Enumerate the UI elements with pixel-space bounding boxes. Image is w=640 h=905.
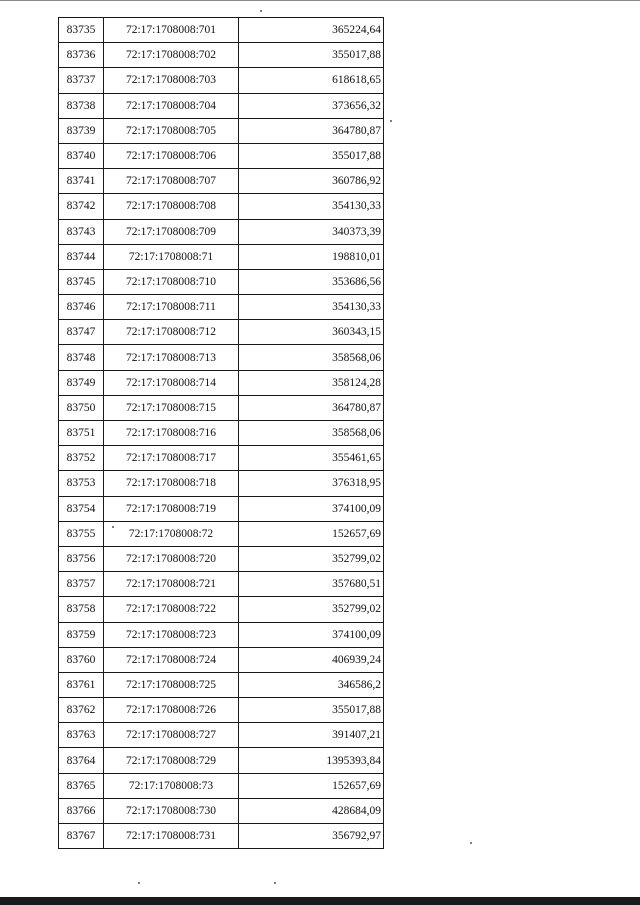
cadastral-number-cell: 72:17:1708008:704	[104, 93, 239, 118]
table-row	[59, 647, 384, 672]
cadastral-number-cell: 72:17:1708008:703	[104, 68, 239, 93]
row-number-cell: 83753	[59, 471, 104, 496]
row-number-cell: 83765	[59, 773, 104, 798]
table-row	[59, 194, 384, 219]
cadastral-number-cell: 72:17:1708008:715	[104, 395, 239, 420]
cadastral-value-cell: 354130,33	[239, 194, 384, 219]
cadastral-number-cell: 72:17:1708008:716	[104, 421, 239, 446]
row-number-cell: 83737	[59, 68, 104, 93]
table-row	[59, 446, 384, 471]
cadastral-number-cell: 72:17:1708008:701	[104, 18, 239, 43]
row-number-cell: 83749	[59, 370, 104, 395]
table-row	[59, 370, 384, 395]
scan-speck	[260, 10, 262, 12]
cadastral-number-cell: 72:17:1708008:707	[104, 169, 239, 194]
cadastral-value-cell: 373656,32	[239, 93, 384, 118]
table-row	[59, 773, 384, 798]
cadastral-value-cell: 340373,39	[239, 219, 384, 244]
row-number-cell: 83741	[59, 169, 104, 194]
cadastral-number-cell: 72:17:1708008:706	[104, 143, 239, 168]
row-number-cell: 83767	[59, 824, 104, 849]
scan-speck	[274, 882, 276, 884]
row-number-cell: 83756	[59, 546, 104, 571]
cadastral-value-cell: 352799,02	[239, 546, 384, 571]
cadastral-value-cell: 152657,69	[239, 773, 384, 798]
cadastral-number-cell: 72:17:1708008:731	[104, 824, 239, 849]
table-row	[59, 672, 384, 697]
row-number-cell: 83748	[59, 345, 104, 370]
cadastral-value-cell: 355017,88	[239, 698, 384, 723]
cadastral-value-cell: 374100,09	[239, 622, 384, 647]
table-row	[59, 798, 384, 823]
row-number-cell: 83744	[59, 244, 104, 269]
cadastral-value-cell: 376318,95	[239, 471, 384, 496]
table-row	[59, 320, 384, 345]
cadastral-number-cell: 72:17:1708008:72	[104, 521, 239, 546]
cadastral-number-cell: 72:17:1708008:73	[104, 773, 239, 798]
scan-speck	[470, 842, 472, 844]
cadastral-number-cell: 72:17:1708008:718	[104, 471, 239, 496]
cadastral-value-cell: 358568,06	[239, 421, 384, 446]
top-edge-line	[0, 0, 640, 1]
table-row	[59, 244, 384, 269]
row-number-cell: 83751	[59, 421, 104, 446]
row-number-cell: 83739	[59, 118, 104, 143]
table-row	[59, 748, 384, 773]
row-number-cell: 83745	[59, 269, 104, 294]
cadastral-value-cell: 360786,92	[239, 169, 384, 194]
row-number-cell: 83742	[59, 194, 104, 219]
row-number-cell: 83754	[59, 496, 104, 521]
cadastral-number-cell: 72:17:1708008:724	[104, 647, 239, 672]
cadastral-value-cell: 406939,24	[239, 647, 384, 672]
cadastral-value-cell: 374100,09	[239, 496, 384, 521]
cadastral-value-cell: 354130,33	[239, 295, 384, 320]
table-row	[59, 521, 384, 546]
cadastral-value-cell: 356792,97	[239, 824, 384, 849]
table-row	[59, 471, 384, 496]
table-row	[59, 68, 384, 93]
row-number-cell: 83758	[59, 597, 104, 622]
cadastral-value-cell: 428684,09	[239, 798, 384, 823]
cadastral-value-cell: 353686,56	[239, 269, 384, 294]
cadastral-value-cell: 1395393,84	[239, 748, 384, 773]
row-number-cell: 83755	[59, 521, 104, 546]
cadastral-number-cell: 72:17:1708008:729	[104, 748, 239, 773]
cadastral-number-cell: 72:17:1708008:725	[104, 672, 239, 697]
cadastral-number-cell: 72:17:1708008:730	[104, 798, 239, 823]
cadastral-number-cell: 72:17:1708008:713	[104, 345, 239, 370]
row-number-cell: 83757	[59, 572, 104, 597]
row-number-cell: 83762	[59, 698, 104, 723]
row-number-cell: 83747	[59, 320, 104, 345]
cadastral-number-cell: 72:17:1708008:711	[104, 295, 239, 320]
table-row	[59, 295, 384, 320]
cadastral-number-cell: 72:17:1708008:726	[104, 698, 239, 723]
table-row	[59, 43, 384, 68]
row-number-cell: 83759	[59, 622, 104, 647]
row-number-cell: 83766	[59, 798, 104, 823]
cadastral-number-cell: 72:17:1708008:708	[104, 194, 239, 219]
scan-speck	[138, 882, 140, 884]
cadastral-value-table	[58, 17, 384, 849]
table-row	[59, 143, 384, 168]
table-row	[59, 622, 384, 647]
cadastral-value-cell: 358124,28	[239, 370, 384, 395]
row-number-cell: 83763	[59, 723, 104, 748]
table-row	[59, 572, 384, 597]
cadastral-number-cell: 72:17:1708008:722	[104, 597, 239, 622]
row-number-cell: 83743	[59, 219, 104, 244]
table-row	[59, 824, 384, 849]
cadastral-value-cell: 355017,88	[239, 43, 384, 68]
cadastral-value-cell: 152657,69	[239, 521, 384, 546]
row-number-cell: 83746	[59, 295, 104, 320]
cadastral-value-cell: 357680,51	[239, 572, 384, 597]
bottom-scan-edge	[0, 897, 640, 905]
table-row	[59, 698, 384, 723]
cadastral-number-cell: 72:17:1708008:702	[104, 43, 239, 68]
table-row	[59, 723, 384, 748]
table-body	[59, 18, 384, 849]
table-row	[59, 421, 384, 446]
table-row	[59, 93, 384, 118]
cadastral-number-cell: 72:17:1708008:709	[104, 219, 239, 244]
cadastral-value-cell: 355017,88	[239, 143, 384, 168]
table-row	[59, 269, 384, 294]
row-number-cell: 83740	[59, 143, 104, 168]
cadastral-value-cell: 346586,2	[239, 672, 384, 697]
row-number-cell: 83764	[59, 748, 104, 773]
table-row	[59, 18, 384, 43]
table-row	[59, 219, 384, 244]
cadastral-number-cell: 72:17:1708008:723	[104, 622, 239, 647]
table-row	[59, 118, 384, 143]
cadastral-value-cell: 365224,64	[239, 18, 384, 43]
cadastral-number-cell: 72:17:1708008:727	[104, 723, 239, 748]
row-number-cell: 83750	[59, 395, 104, 420]
cadastral-number-cell: 72:17:1708008:714	[104, 370, 239, 395]
table-row	[59, 597, 384, 622]
row-number-cell: 83736	[59, 43, 104, 68]
row-number-cell: 83760	[59, 647, 104, 672]
cadastral-value-cell: 364780,87	[239, 118, 384, 143]
cadastral-number-cell: 72:17:1708008:710	[104, 269, 239, 294]
table-row	[59, 395, 384, 420]
table-row	[59, 496, 384, 521]
cadastral-number-cell: 72:17:1708008:717	[104, 446, 239, 471]
row-number-cell: 83735	[59, 18, 104, 43]
table-row	[59, 169, 384, 194]
cadastral-value-cell: 364780,87	[239, 395, 384, 420]
scan-speck	[112, 526, 114, 528]
scan-speck	[390, 120, 392, 122]
row-number-cell: 83738	[59, 93, 104, 118]
cadastral-value-cell: 198810,01	[239, 244, 384, 269]
cadastral-value-cell: 618618,65	[239, 68, 384, 93]
table-row	[59, 546, 384, 571]
cadastral-number-cell: 72:17:1708008:71	[104, 244, 239, 269]
cadastral-number-cell: 72:17:1708008:719	[104, 496, 239, 521]
cadastral-number-cell: 72:17:1708008:721	[104, 572, 239, 597]
cadastral-value-cell: 352799,02	[239, 597, 384, 622]
table-row	[59, 345, 384, 370]
cadastral-number-cell: 72:17:1708008:712	[104, 320, 239, 345]
cadastral-number-cell: 72:17:1708008:720	[104, 546, 239, 571]
row-number-cell: 83761	[59, 672, 104, 697]
cadastral-value-cell: 391407,21	[239, 723, 384, 748]
cadastral-number-cell: 72:17:1708008:705	[104, 118, 239, 143]
cadastral-value-cell: 355461,65	[239, 446, 384, 471]
cadastral-value-cell: 358568,06	[239, 345, 384, 370]
row-number-cell: 83752	[59, 446, 104, 471]
cadastral-value-cell: 360343,15	[239, 320, 384, 345]
